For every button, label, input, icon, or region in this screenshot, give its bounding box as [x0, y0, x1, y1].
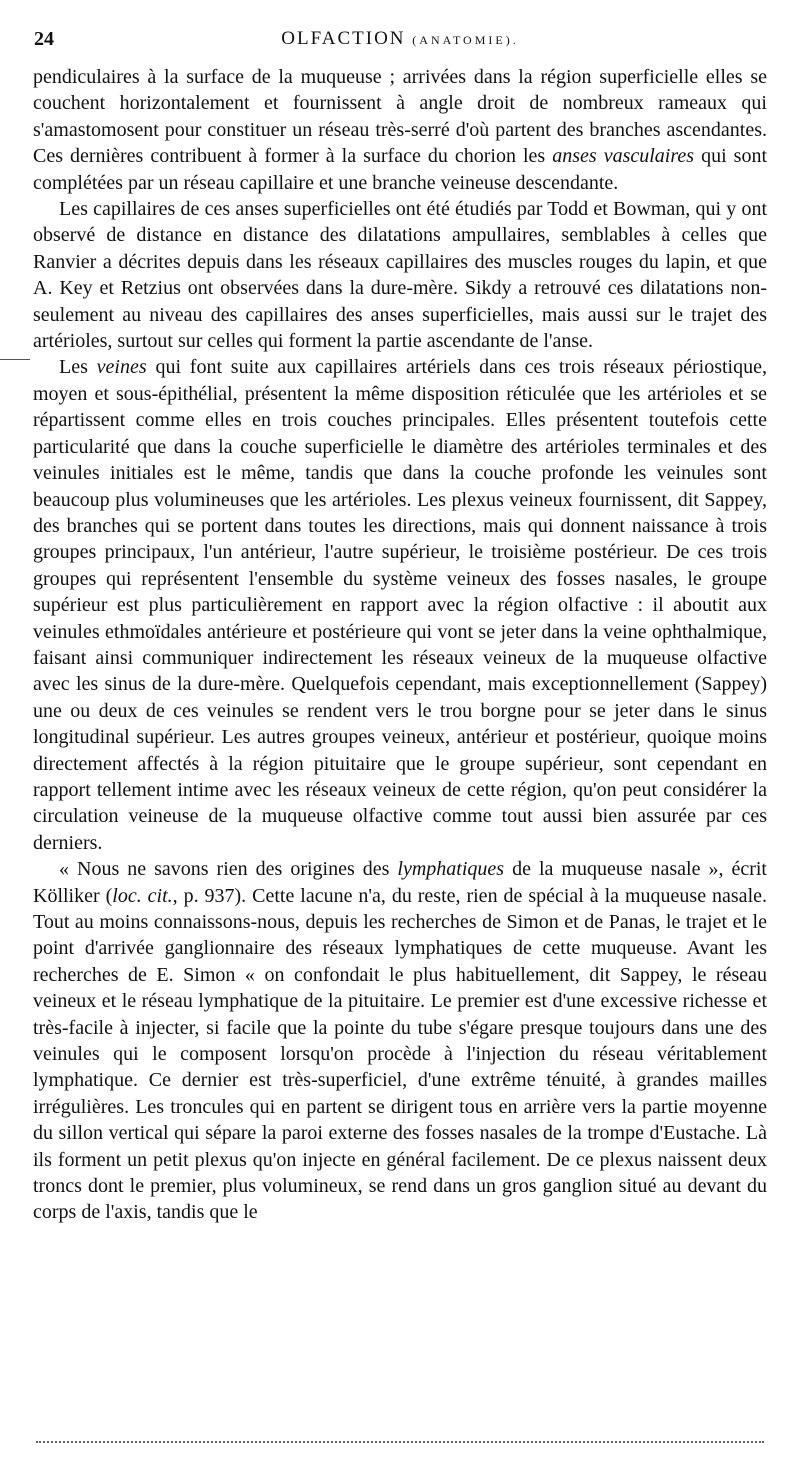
- paragraph: [33, 856, 767, 1226]
- paragraph: [33, 354, 767, 856]
- footer-dotted-rule: [36, 1441, 764, 1443]
- italic-term: lymphatiques: [397, 858, 505, 881]
- italic-term: veines: [96, 356, 147, 379]
- paragraph: [33, 196, 767, 354]
- running-head-subtitle: (ANATOMIE).: [412, 33, 519, 47]
- italic-term: loc. cit.: [112, 884, 173, 907]
- text-run: qui sont complétées par un réseau capillaire et une branche veineuse descendante.: [33, 145, 767, 194]
- text-run: pendiculaires à la surface de la muqueuse ; arrivées dans la région superficielle elles se couchent horizontalement et fournissent à angle droit de nombreux rameaux qui s'amastomosent pour constituer un réseau très-serré d'où partent des branches ascendantes. Ces dernières contribuent à former à la surface du chorion les: [33, 66, 767, 168]
- body-text: [33, 64, 767, 1226]
- running-head-title: OLFACTION: [281, 28, 406, 49]
- text-run: Les: [59, 356, 97, 379]
- italic-term: anses vasculaires: [552, 145, 695, 168]
- page-header: [32, 22, 768, 52]
- running-head: [32, 28, 768, 50]
- text-run: Les capillaires de ces anses superficielles ont été étudiés par Todd et Bowman, qui y ont observé de distance en distance des dilatations ampullaires, semblables à celles que Ranvier a décrites depuis dans les réseaux capillaires des muscles rouges du lapin, et que A. Key et Retzius ont observées dans la dure-mère. Sikdy a retrouvé ces dilatations non-seulement au niveau des capillaires des anses superficielles, mais aussi sur le trajet des artérioles, surtout sur celles qui forment la partie ascendante de l'anse.: [33, 198, 767, 353]
- page-number: 24: [34, 28, 54, 50]
- paragraph: [33, 64, 767, 196]
- text-run: « Nous ne savons rien des origines des: [59, 858, 398, 881]
- text-run: de la muqueuse nasale », écrit Kölliker (: [33, 858, 767, 907]
- margin-mark: [0, 359, 30, 360]
- text-run: qui font suite aux capillaires artériels dans ces trois réseaux périostique, moyen et sous-épithélial, présentent la même disposition réticulée que les artérioles et se répartissent comme elles en trois couches principales. Elles présentent toutefois cette particularité que dans la couche superficielle le diamètre des artérioles terminales et des veinules initiales est le même, tandis que dans la couche profonde les veinules sont beaucoup plus volumineuses que les artérioles. Les plexus veineux fournissent, dit Sappey, des branches qui se portent dans toutes les directions, mais qui donnent naissance à trois groupes principaux, l'un antérieur, l'autre supérieur, le troisième postérieur. De ces trois groupes qui représentent l'ensemble du système veineux des fosses nasales, le groupe supérieur est plus particulièrement en rapport avec la région olfactive : il aboutit aux veinules ethmoïdales antérieure et postérieure qui vont se jeter dans la veine ophthalmique, faisant ainsi communiquer indirectement les réseaux veineux de la muqueuse olfactive avec les sinus de la dure-mère. Quelquefois cependant, mais exceptionnellement (Sappey) une ou deux de ces veinules se rendent vers le trou borgne pour se jeter dans le sinus longitudinal supérieur. Les autres groupes veineux, antérieur et postérieur, quoique moins directement affectés à la région pituitaire que le groupe supérieur, sont cependant en rapport tellement intime avec les réseaux veineux de cette région, qu'on peut considérer la circulation veineuse de la muqueuse olfactive comme tout aussi bien assurée par ces derniers.: [33, 356, 767, 854]
- text-run: , p. 937). Cette lacune n'a, du reste, rien de spécial à la muqueuse nasale. Tout au moins connaissons-nous, depuis les recherches de Simon et de Panas, le trajet et le point d'arrivée ganglionnaire des réseaux lymphatiques de cette muqueuse. Avant les recherches de E. Simon « on confondait le plus habituellement, dit Sappey, le réseau veineux et le réseau lymphatique de la pituitaire. Le premier est d'une excessive richesse et très-facile à injecter, si facile que la pointe du tube s'égare presque toujours dans une des veinules qui le composent lorsqu'on procède à l'injection du réseau véritablement lymphatique. Ce dernier est très-superficiel, d'une extrême ténuité, à grandes mailles irrégulières. Les troncules qui en partent se dirigent tous en arrière vers la partie moyenne du sillon vertical qui sépare la paroi externe des fosses nasales de la trompe d'Eustache. Là ils forment un petit plexus qu'on injecte en général facilement. De ce plexus naissent deux troncs dont le premier, plus volumineux, se rend dans un gros ganglion situé au devant du corps de l'axis, tandis que le: [33, 884, 767, 1224]
